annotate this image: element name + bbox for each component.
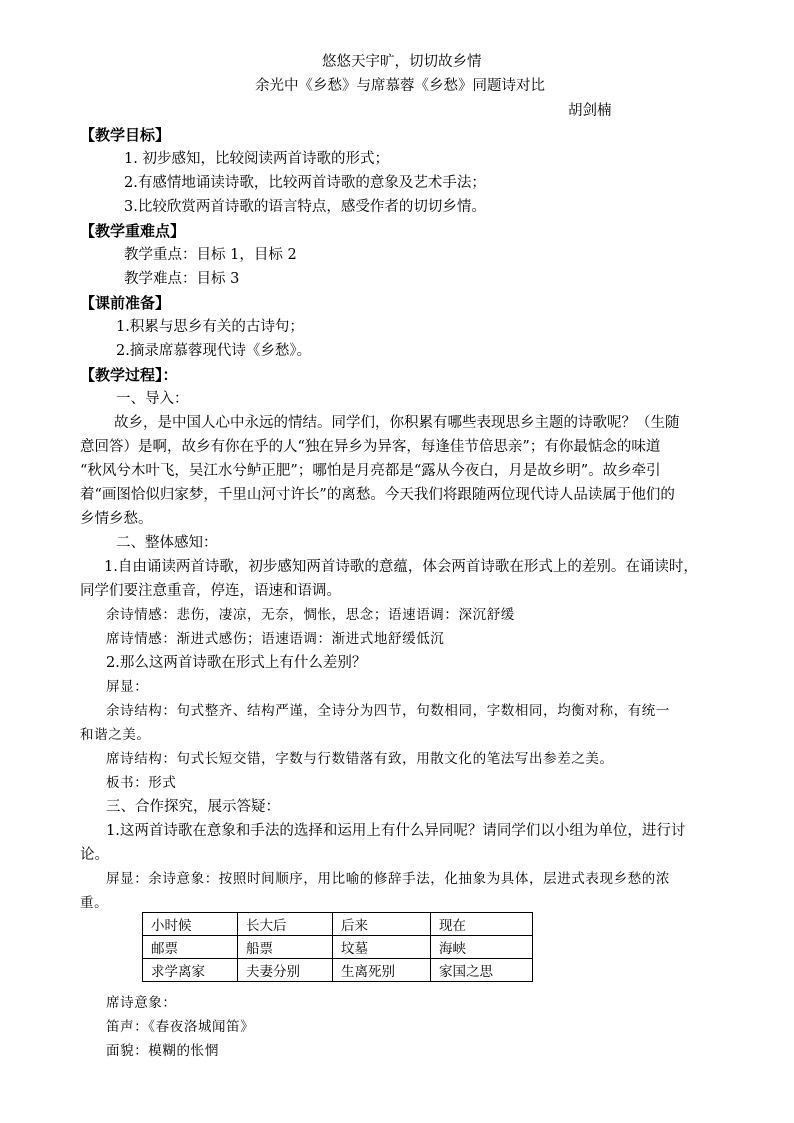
board-note: 板书：形式 xyxy=(106,775,177,791)
yu-imagery-line: 重。 xyxy=(80,895,109,911)
table-cell: 邮票 xyxy=(143,936,238,959)
yu-structure-line: 余诗结构：句式整齐、结构严谨，全诗分为四节，句数相同，字数相同，均衡对称，有统一 xyxy=(106,703,670,719)
intro-paragraph-line: 意回答）是啊，故乡有你在乎的人“独在异乡为异客，每逢佳节倍思亲”；有你最惦念的味道 xyxy=(80,439,661,455)
inquiry-question-line: 论。 xyxy=(80,847,109,863)
section-title-inquiry: 三、合作探究，展示答疑： xyxy=(106,799,280,815)
perception-question-line: 1.自由诵读两首诗歌，初步感知两首诗歌的意蕴，体会两首诗歌在形式上的差别。在诵读时， xyxy=(104,559,698,575)
table-cell: 船票 xyxy=(238,936,333,959)
intro-paragraph-line: 着“画图恰似归家梦，千里山河寸许长”的离愁。今天我们将跟随两位现代诗人品读属于他们的 xyxy=(80,487,675,503)
intro-paragraph-line: “秋风兮木叶飞，吴江水兮鲈正肥”；哪怕是月亮都是“露从今夜白，月是故乡明”。故乡牵引 xyxy=(80,463,661,479)
table-cell: 夫妻分别 xyxy=(238,959,333,982)
table-cell: 家国之思 xyxy=(431,959,533,982)
imagery-table xyxy=(142,912,533,982)
yu-emotion-text: 余诗情感：悲伤，凄凉，无奈，惆怅，思念；语速语调：深沉舒缓 xyxy=(106,607,515,623)
table-row xyxy=(143,936,533,959)
xi-structure-text: 席诗结构：句式长短交错，字数与行数错落有致，用散文化的笔法写出参差之美。 xyxy=(106,751,614,767)
screen-label: 屏显： xyxy=(106,679,149,695)
table-row xyxy=(143,913,533,936)
yu-imagery-line: 屏显：余诗意象：按照时间顺序，用比喻的修辞手法，化抽象为具体，层进式表现乡愁的浓 xyxy=(106,871,670,887)
table-row xyxy=(143,959,533,982)
intro-paragraph-line: 故乡，是中国人心中永远的情结。同学们，你积累有哪些表现思乡主题的诗歌呢？（生随 xyxy=(114,415,680,431)
xi-emotion-text: 席诗情感：渐进式感伤；语速语调：渐进式地舒缓低沉 xyxy=(106,631,445,647)
prep-heading: 【课前准备】 xyxy=(80,294,171,312)
section-title-intro: 一、导入： xyxy=(116,391,189,407)
goal-item: 1. 初步感知，比较阅读两首诗歌的形式； xyxy=(124,151,389,167)
perception-question-line: 同学们要注意重音，停连，语速和语调。 xyxy=(80,583,341,599)
table-cell: 后来 xyxy=(333,913,431,936)
face-imagery: 面貌：模糊的怅惘 xyxy=(106,1043,219,1059)
table-cell: 小时候 xyxy=(143,913,238,936)
table-cell: 现在 xyxy=(431,913,533,936)
xi-imagery-label: 席诗意象： xyxy=(106,995,177,1011)
table-cell: 海峡 xyxy=(431,936,533,959)
prep-item: 2.摘录席慕蓉现代诗《乡愁》。 xyxy=(116,343,312,359)
table-cell: 求学离家 xyxy=(143,959,238,982)
form-question: 2.那么这两首诗歌在形式上有什么差别？ xyxy=(106,655,367,671)
table-cell: 坟墓 xyxy=(333,936,431,959)
keypoints-heading: 【教学重难点】 xyxy=(80,222,186,240)
author-name: 胡剑楠 xyxy=(568,103,612,119)
goal-item: 2.有感情地诵读诗歌，比较两首诗歌的意象及艺术手法； xyxy=(124,175,486,191)
goal-item: 3.比较欣赏两首诗歌的语言特点，感受作者的切切乡情。 xyxy=(124,199,486,215)
flute-imagery: 笛声：《春夜洛城闻笛》 xyxy=(106,1019,255,1035)
goals-heading: 【教学目标】 xyxy=(80,126,171,144)
teaching-difficulty: 教学难点：目标 3 xyxy=(124,271,240,287)
table-cell: 长大后 xyxy=(238,913,333,936)
process-heading: 【教学过程】： xyxy=(80,366,178,384)
page-subtitle: 余光中《乡愁》与席慕蓉《乡愁》同题诗对比 xyxy=(255,78,545,94)
teaching-focus: 教学重点：目标 1，目标 2 xyxy=(124,247,297,263)
section-title-perception: 二、整体感知： xyxy=(116,535,218,551)
inquiry-question-line: 1.这两首诗歌在意象和手法的选择和运用上有什么异同呢？请同学们以小组为单位，进行讨 xyxy=(106,823,686,839)
intro-paragraph-line: 乡情乡愁。 xyxy=(80,511,153,527)
page-title: 悠悠天宇旷，切切故乡情 xyxy=(322,54,482,70)
prep-item: 1.积累与思乡有关的古诗句； xyxy=(116,319,304,335)
yu-structure-line: 和谐之美。 xyxy=(80,727,151,743)
table-cell: 生离死别 xyxy=(333,959,431,982)
